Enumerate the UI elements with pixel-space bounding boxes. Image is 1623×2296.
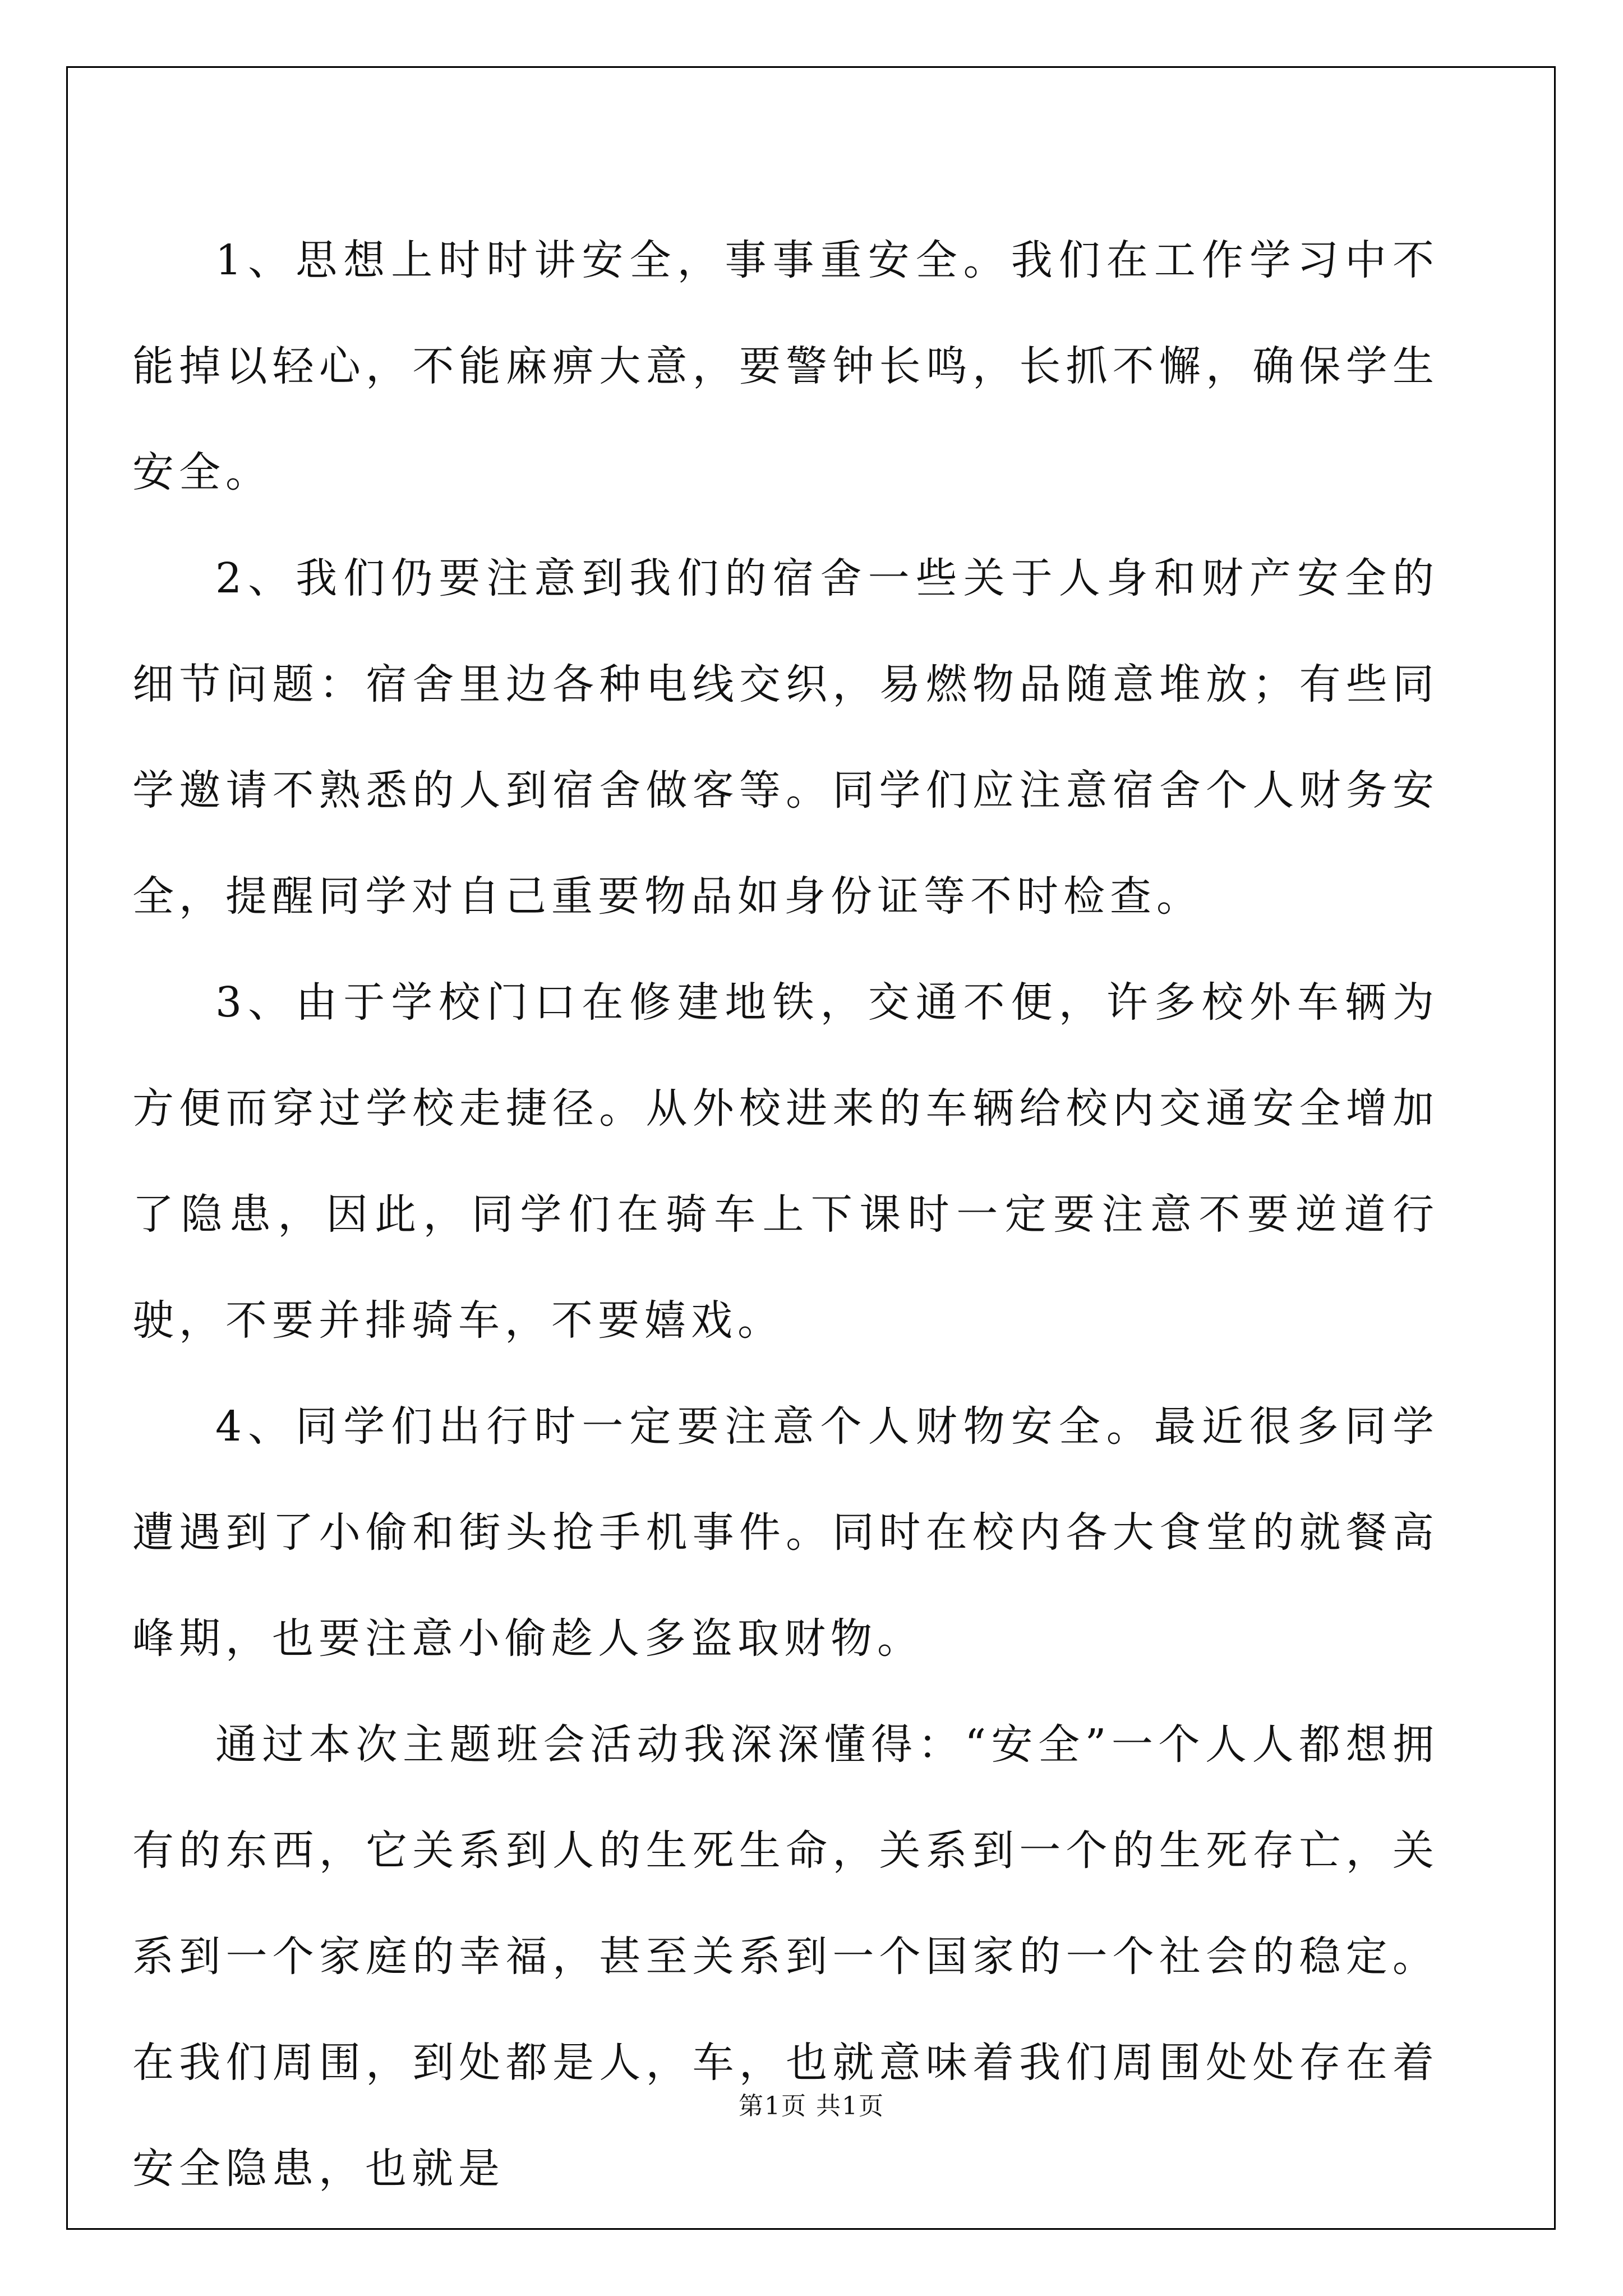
paragraph-5: 通过本次主题班会活动我深深懂得：“安全”一个人人都想拥有的东西，它关系到人的生死生命，关系到一个的生死存亡，关系到一个家庭的幸福，甚至关系到一个国家的一个社会的稳定。在我们周围，到处都是人，车，也就意味着我们周围处处存在着安全隐患，也就是 (132, 1720, 1439, 2193)
page-number-footer: 第1页 共1页 (739, 2092, 884, 2120)
paragraph-1: 1、思想上时时讲安全，事事重安全。我们在工作学习中不能掉以轻心，不能麻痹大意，要警钟长鸣，长抓不懈，确保学生安全。 (132, 236, 1439, 496)
paragraph-2: 2、我们仍要注意到我们的宿舍一些关于人身和财产安全的细节问题：宿舍里边各种电线交织，易燃物品随意堆放；有些同学邀请不熟悉的人到宿舍做客等。同学们应注意宿舍个人财务安全，提醒同学对自己重要物品如身份证等不时检查。 (132, 554, 1439, 921)
paragraph-3: 3、由于学校门口在修建地铁，交通不便，许多校外车辆为方便而穿过学校走捷径。从外校进来的车辆给校内交通安全增加了隐患，因此，同学们在骑车上下课时一定要注意不要逆道行驶，不要并排骑车，不要嬉戏。 (132, 978, 1439, 1345)
paragraph-4: 4、同学们出行时一定要注意个人财物安全。最近很多同学遭遇到了小偷和街头抢手机事件。同时在校内各大食堂的就餐高峰期，也要注意小偷趁人多盗取财物。 (132, 1402, 1439, 1663)
